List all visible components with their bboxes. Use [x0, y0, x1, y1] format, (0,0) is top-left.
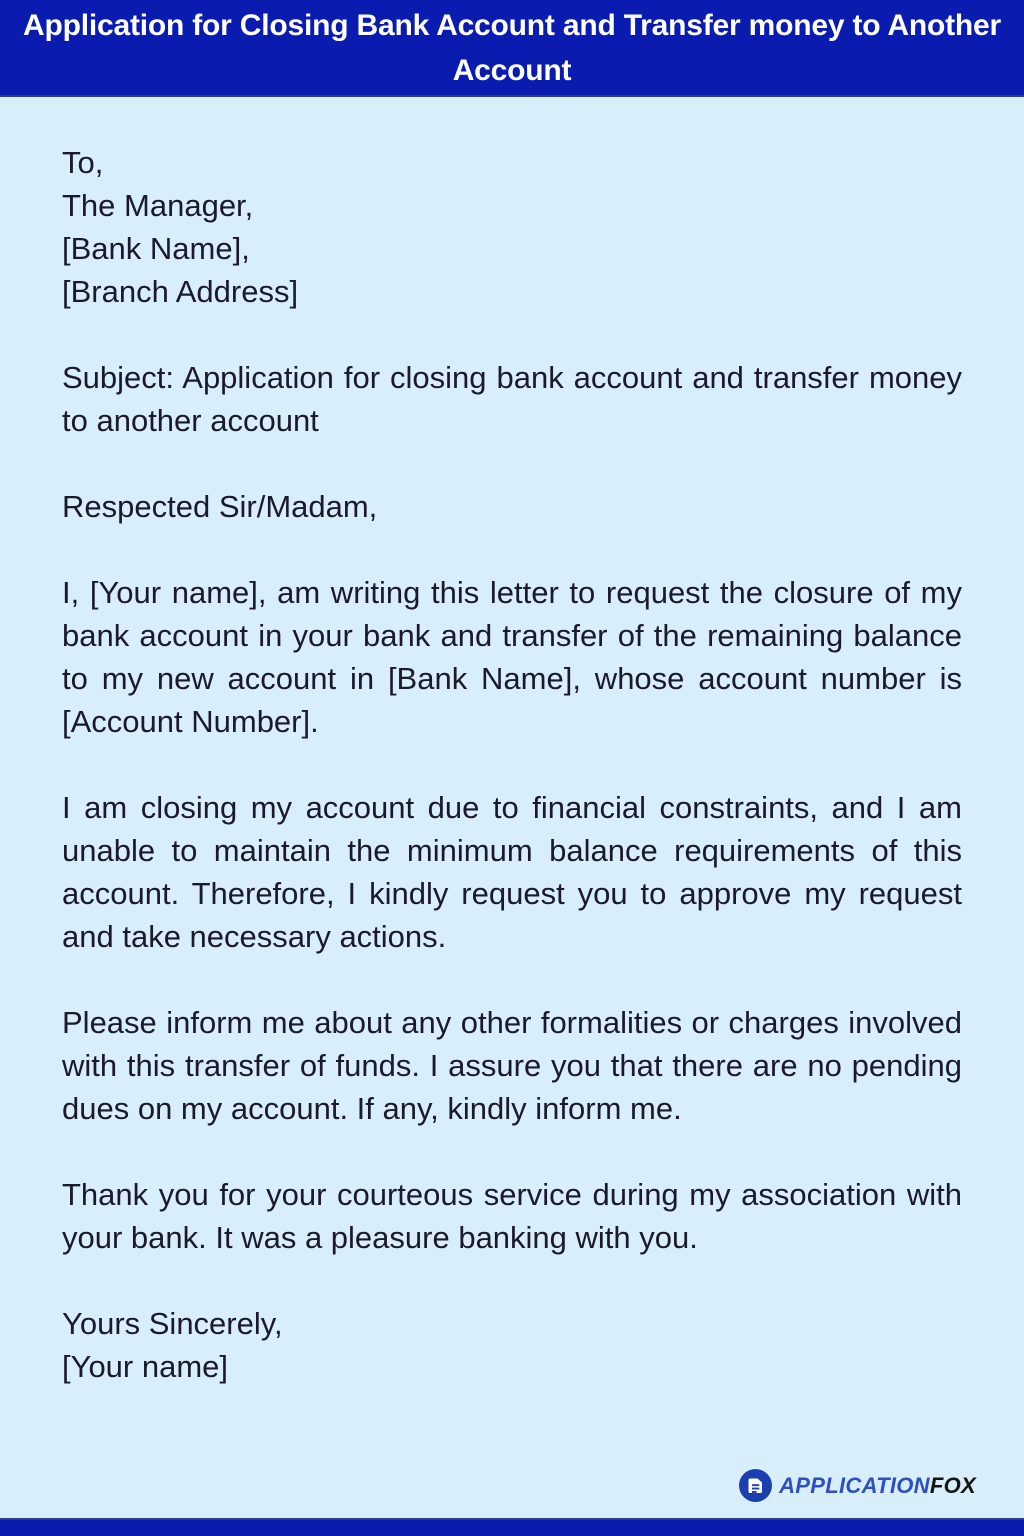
paragraph-closure-reason: I am closing my account due to financial constraints, and I am unable to maintain the minimum balance requirements of this account. Therefore, I kindly request you to approve my request and take necessary actions. — [62, 790, 962, 954]
brand-wordmark-secondary: FOX — [929, 1472, 976, 1498]
paragraph-formalities: Please inform me about any other formalities or charges involved with this transfer of funds. I assure you that there are no pending dues on my account. If any, kindly inform me. — [62, 1005, 962, 1126]
page-title: Application for Closing Bank Account and Transfer money to Another Account — [23, 8, 1001, 87]
paragraph-thanks: Thank you for your courteous service during my association with your bank. It was a pleasure banking with you. — [62, 1177, 962, 1255]
recipient-line: The Manager, — [62, 188, 254, 223]
signature-name: [Your name] — [62, 1349, 229, 1384]
brand-wordmark — [779, 1473, 976, 1499]
letter-body — [0, 97, 1024, 1388]
signature-block — [62, 1302, 962, 1388]
title-banner — [0, 0, 1024, 97]
document-icon — [739, 1469, 772, 1502]
footer-bar — [0, 1518, 1024, 1536]
subject-line: Subject: Application for closing bank account and transfer money to another account — [62, 360, 962, 438]
recipient-line: To, — [62, 145, 104, 180]
recipient-line: [Bank Name], — [62, 231, 250, 266]
valediction: Yours Sincerely, — [62, 1306, 283, 1341]
paragraph-closure-request: I, [Your name], am writing this letter to request the closure of my bank account in your bank and transfer of the remaining balance to my new account in [Bank Name], whose account number is [Account Number]. — [62, 575, 962, 739]
brand-wordmark-primary: APPLICATION — [779, 1472, 930, 1498]
recipient-address — [62, 141, 962, 313]
recipient-line: [Branch Address] — [62, 274, 299, 309]
salutation: Respected Sir/Madam, — [62, 489, 378, 524]
brand-logo — [739, 1469, 976, 1502]
